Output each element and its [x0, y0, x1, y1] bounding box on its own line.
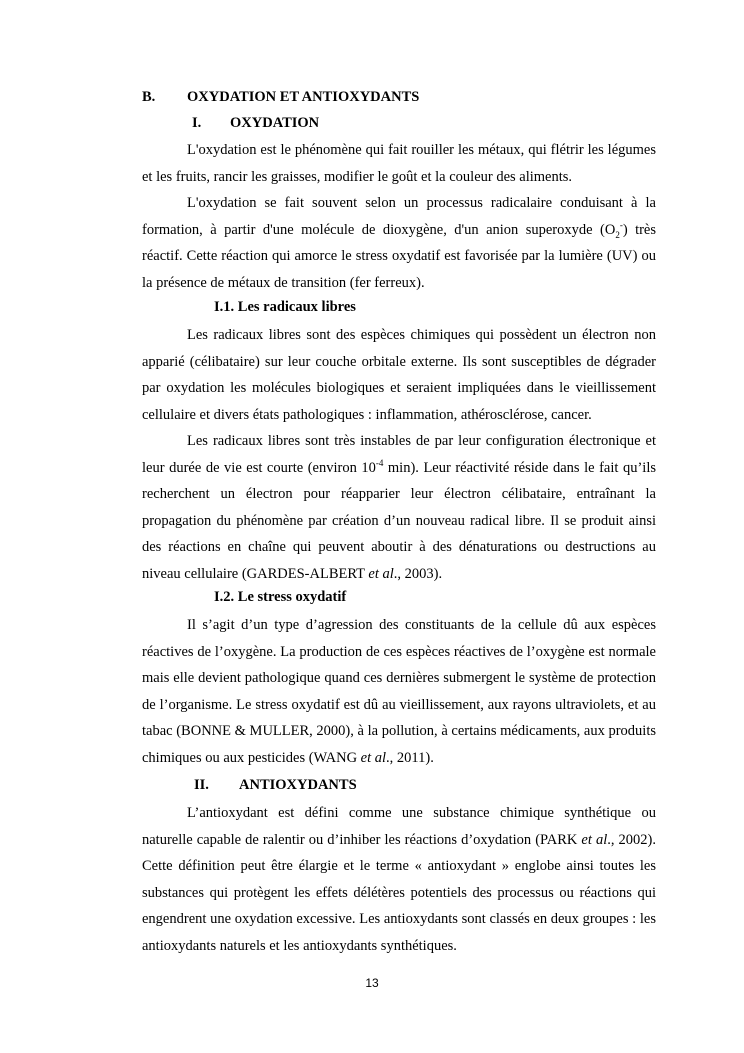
paragraph-oxidation-definition: L'oxydation est le phénomène qui fait rouiller les métaux, qui flétrir les légumes et les fruits, rancir les graisses, modifier le goût et la couleur des aliments.: [142, 142, 656, 185]
section-b-number: B.: [142, 89, 156, 105]
paragraph-antioxidant-definition: L’antioxydant est défini comme une substance chimique synthétique ou naturelle capable de ralentir ou d’inhiber les réactions d’oxydation (PARK et al., 2002). Cette définition peut être élargie et le terme « antioxydant » englobe ainsi toutes les substances qui protègent les effets délétères potentiels des processus ou réactions qui engendrent une oxydation excessive. Les antioxydants sont classés en deux groupes : les antioxydants naturels et les antioxydants synthétiques.: [142, 805, 656, 954]
section-1-title: OXYDATION: [230, 115, 320, 131]
paragraph-oxidative-stress: Il s’agit d’un type d’agression des constituants de la cellule dû aux espèces réactives de l’oxygène. La production de ces espèces réactives de l’oxygène est normale mais elle devient pathologique quand ces dernières submergent le système de protection de l’organisme. Le stress oxydatif est dû au vieillissement, aux rayons ultraviolets, et au tabac (BONNE & MULLER, 2000), à la pollution, à certains médicaments, aux produits chimiques ou aux pesticides (WANG et al., 2011).: [142, 617, 656, 766]
section-b-title: OXYDATION ET ANTIOXYDANTS: [187, 89, 420, 105]
section-1-number: I.: [192, 115, 202, 131]
section-2-heading: [194, 777, 357, 794]
section-2-title: ANTIOXYDANTS: [239, 777, 357, 793]
paragraph-oxidation-process: L'oxydation se fait souvent selon un processus radicalaire conduisant à la formation, à partir d'une molécule de dioxygène, d'un anion superoxyde $(O_2^-)$ très réactif. Cette réaction qui amorce le stress oxydatif est favorisée par la lumière (UV) ou la présence de métaux de transition (fer ferreux).: [142, 195, 657, 291]
section-2-number: II.: [194, 777, 209, 793]
subsection-oxidative-stress-heading: I.2. Le stress oxydatif: [214, 589, 347, 605]
section-1-heading: [192, 115, 319, 132]
section-b-heading: [142, 89, 419, 106]
subsection-free-radicals-heading: I.1. Les radicaux libres: [214, 299, 356, 315]
page-number: 13: [365, 976, 379, 990]
paragraph-free-radicals-instability: Les radicaux libres sont très instables de par leur configuration électronique et leur durée de vie est courte (environ $10^{-4}$ min). Leur réactivité réside dans le fait qu’ils recherchent un électron pour réapparier leur électron célibataire, entraînant la propagation du phénomène par création d’un nouveau radical libre. Il se produit ainsi des réactions en chaîne qui peuvent aboutir à des dénaturations ou destructions au niveau cellulaire (GARDES-ALBERT et al., 2003).: [142, 433, 656, 582]
paragraph-free-radicals-definition: Les radicaux libres sont des espèces chimiques qui possèdent un électron non apparié (célibataire) sur leur couche orbitale externe. Ils sont susceptibles de dégrader par oxydation les molécules biologiques et seraient impliquées dans le vieillissement cellulaire et divers états pathologiques : inflammation, athérosclérose, cancer.: [142, 327, 656, 423]
